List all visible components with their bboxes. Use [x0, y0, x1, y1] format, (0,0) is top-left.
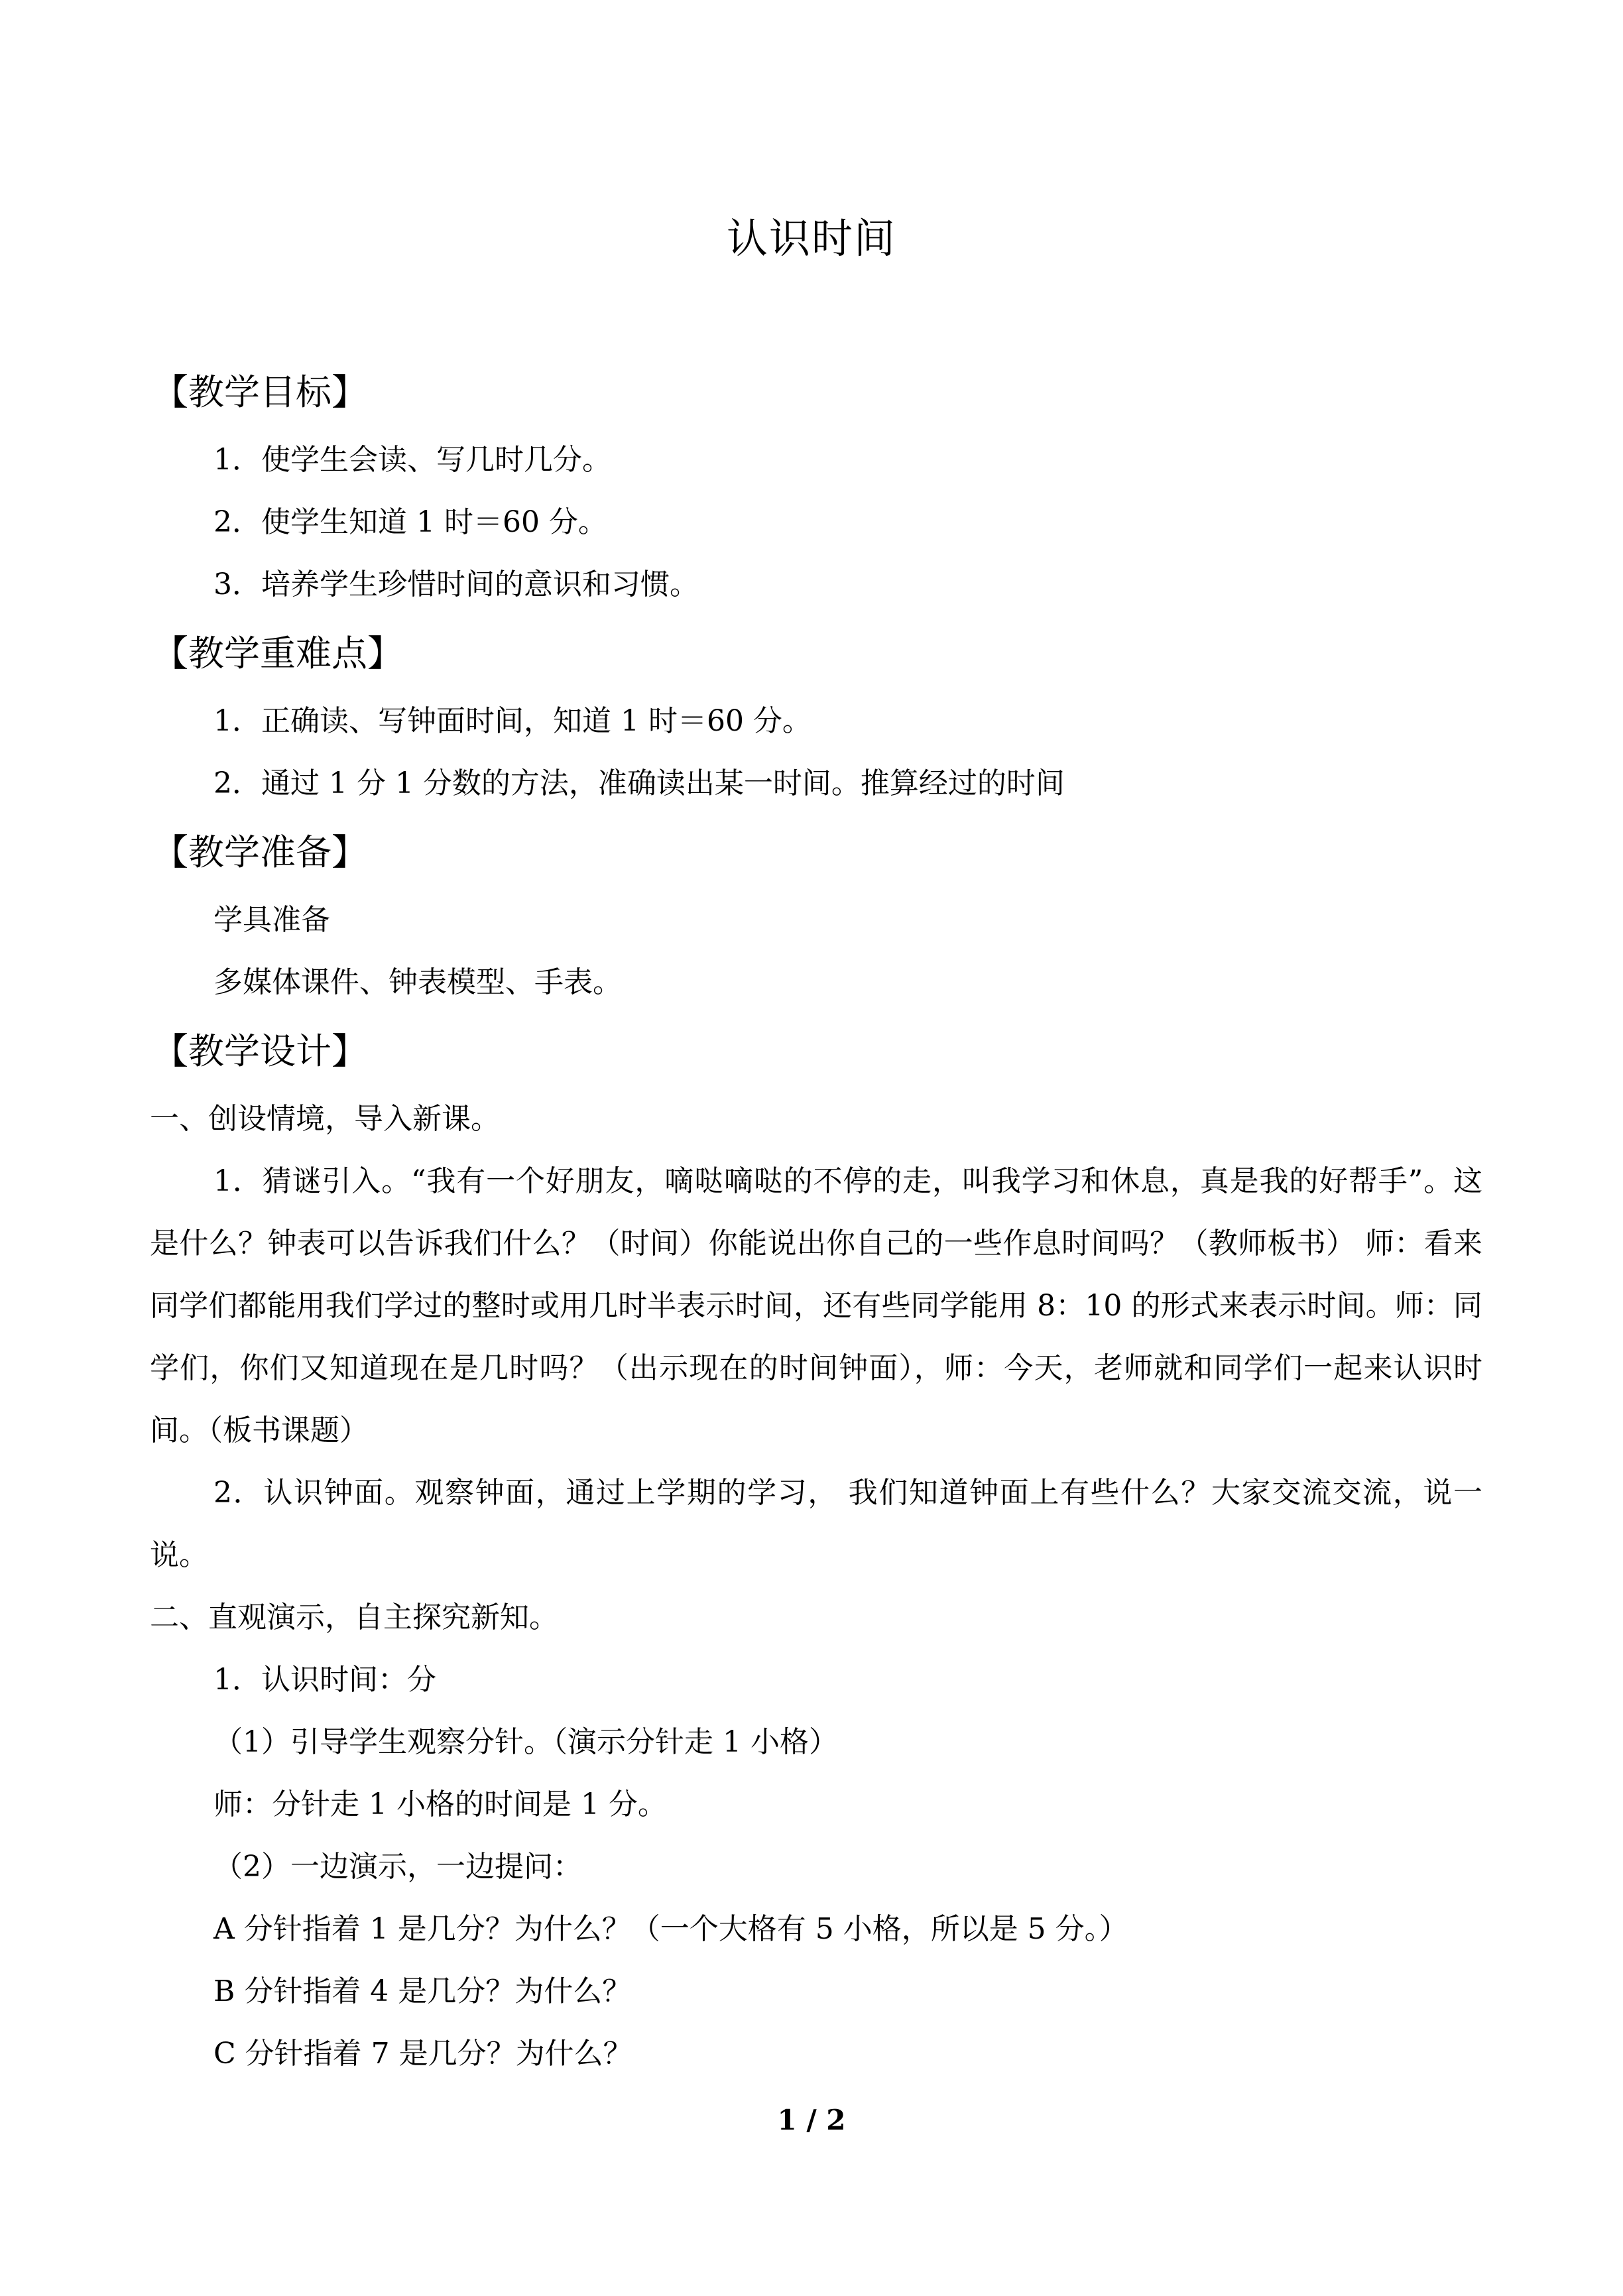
- design-part2-line: （2）一边演示，一边提问：: [213, 1850, 582, 1884]
- key-point-item: 2．通过 1 分 1 分数的方法，准确读出某一时间。推算经过的时间: [213, 766, 1065, 800]
- section-heading-key-points: 【教学重难点】: [152, 633, 403, 674]
- section-heading-objectives: 【教学目标】: [152, 371, 367, 413]
- page-number: 1 / 2: [777, 2104, 846, 2136]
- design-part1-title: 一、创设情境，导入新课。: [150, 1102, 500, 1136]
- design-part2-line: B 分针指着 4 是几分？为什么？: [213, 1974, 632, 2008]
- design-part2-line: 1．认识时间：分: [213, 1663, 436, 1697]
- key-point-item: 1．正确读、写钟面时间，知道 1 时＝60 分。: [213, 704, 812, 738]
- document-body: [150, 355, 1482, 2085]
- design-part2-line: C 分针指着 7 是几分？为什么？: [213, 2037, 632, 2071]
- objective-item: 3．培养学生珍惜时间的意识和习惯。: [213, 568, 699, 601]
- design-part2-line: （1）引导学生观察分针。（演示分针走 1 小格）: [213, 1725, 838, 1759]
- preparation-item: 多媒体课件、钟表模型、手表。: [213, 965, 622, 999]
- page-title: 认识时间: [726, 214, 896, 263]
- section-heading-preparation: 【教学准备】: [152, 831, 367, 873]
- objective-item: 2．使学生知道 1 时＝60 分。: [213, 505, 607, 539]
- design-part2-title: 二、直观演示，自主探究新知。: [150, 1601, 558, 1634]
- design-part1-paragraph: 1．猜谜引入。“我有一个好朋友，嘀哒嘀哒的不停的走，叫我学习和休息，真是我的好帮手”。这是什么？钟表可以告诉我们什么？（时间）你能说出你自己的一些作息时间吗？（教师板书） 师：看来同学们都能用我们学过的整时或用几时半表示时间，还有些同学能用 8：10 的形式来表示时间。师：同学们，你们又知道现在是几时吗？（出示现在的时间钟面），师：今天，老师就和同学们一起来认识时间。（板书课题）: [150, 1164, 1482, 1447]
- objective-item: 1．使学生会读、写几时几分。: [213, 443, 611, 477]
- design-part2-line: 师：分针走 1 小格的时间是 1 分。: [213, 1787, 667, 1821]
- design-part2-line: A 分针指着 1 是几分？为什么？（一个大格有 5 小格，所以是 5 分。）: [213, 1912, 1128, 1946]
- design-part1-paragraph: 2．认识钟面。观察钟面，通过上学期的学习， 我们知道钟面上有些什么？大家交流交流，说一说。: [150, 1476, 1482, 1572]
- preparation-item: 学具准备: [213, 903, 330, 937]
- section-heading-design: 【教学设计】: [152, 1030, 367, 1072]
